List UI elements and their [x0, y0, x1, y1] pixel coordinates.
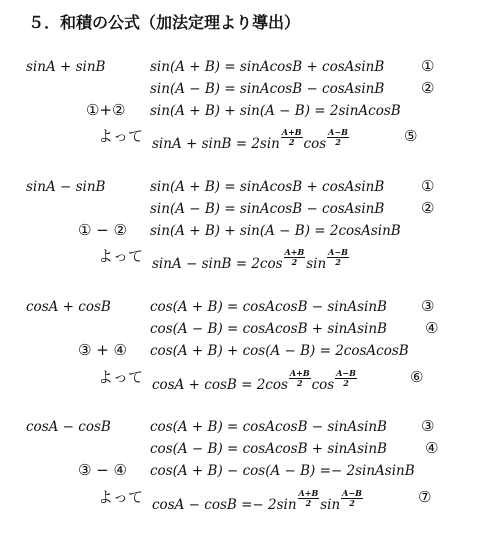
equation-number: ①: [421, 177, 435, 195]
result-formula: [152, 369, 358, 393]
equation-line: cos(A + B) = cosAcosB − sinAsinB: [150, 299, 387, 315]
equation-line: cos(A − B) = cosAcosB + sinAsinB: [150, 321, 387, 337]
equation-line: sin(A − B) = sinAcosB − cosAsinB: [150, 81, 385, 97]
equation-number: ①: [421, 57, 435, 75]
fraction: $\frac{A+B}{2}$: [298, 488, 319, 508]
operation-label: ①+②: [86, 101, 126, 119]
result-formula: [152, 248, 350, 272]
result-lhs: sinA + sinB = 2sin: [152, 136, 280, 152]
equation-number: ②: [421, 199, 435, 217]
section-label: cosA − cosB: [26, 419, 111, 435]
fraction: $\frac{A-B}{2}$: [342, 488, 362, 508]
equation-number: ④: [425, 319, 439, 337]
fraction: $\frac{A-B}{2}$: [328, 127, 348, 147]
operation-label: ① − ②: [78, 221, 127, 239]
equation-number: ③: [421, 297, 435, 315]
equation-line: sin(A + B) = sinAcosB + cosAsinB: [150, 179, 385, 195]
result-lhs: cosA − cosB =− 2sin: [152, 497, 297, 513]
equation-line: sin(A + B) + sin(A − B) = 2sinAcosB: [150, 103, 401, 119]
operation-label: ③ − ④: [78, 461, 127, 479]
equation-number: ③: [421, 417, 435, 435]
result-formula: [152, 128, 350, 152]
equation-number: ⑥: [410, 368, 424, 386]
equation-line: sin(A + B) + sin(A − B) = 2cosAsinB: [150, 223, 401, 239]
fraction: $\frac{A+B}{2}$: [284, 247, 305, 267]
equation-line: sin(A − B) = sinAcosB − cosAsinB: [150, 201, 385, 217]
fraction: $\frac{A-B}{2}$: [336, 368, 356, 388]
operation-label: ③ + ④: [78, 341, 127, 359]
equation-line: sin(A + B) = sinAcosB + cosAsinB: [150, 59, 385, 75]
equation-number: ②: [421, 79, 435, 97]
fraction: $\frac{A+B}{2}$: [281, 127, 302, 147]
section-label: cosA + cosB: [26, 299, 111, 315]
equation-number: ④: [425, 439, 439, 457]
therefore-label: よって: [98, 368, 144, 386]
result-mid: cos: [303, 136, 327, 152]
equation-line: cos(A + B) + cos(A − B) = 2cosAcosB: [150, 343, 409, 359]
section-label: sinA + sinB: [26, 59, 106, 75]
equation-number: ⑦: [418, 488, 432, 506]
section-label: sinA − sinB: [26, 179, 106, 195]
equation-line: cos(A + B) − cos(A − B) =− 2sinAsinB: [150, 463, 415, 479]
therefore-label: よって: [98, 488, 144, 506]
result-lhs: cosA + cosB = 2cos: [152, 377, 288, 393]
therefore-label: よって: [98, 127, 144, 145]
result-mid: sin: [320, 497, 341, 513]
fraction: $\frac{A-B}{2}$: [328, 247, 348, 267]
result-formula: [152, 489, 364, 513]
therefore-label: よって: [98, 247, 144, 265]
equation-number: ⑤: [404, 127, 418, 145]
result-lhs: sinA − sinB = 2cos: [152, 256, 283, 272]
result-mid: cos: [311, 377, 335, 393]
page-title: ５．和積の公式（加法定理より導出）: [28, 13, 301, 32]
equation-line: cos(A − B) = cosAcosB + sinAsinB: [150, 441, 387, 457]
fraction: $\frac{A+B}{2}$: [289, 368, 310, 388]
result-mid: sin: [306, 256, 327, 272]
equation-line: cos(A + B) = cosAcosB − sinAsinB: [150, 419, 387, 435]
